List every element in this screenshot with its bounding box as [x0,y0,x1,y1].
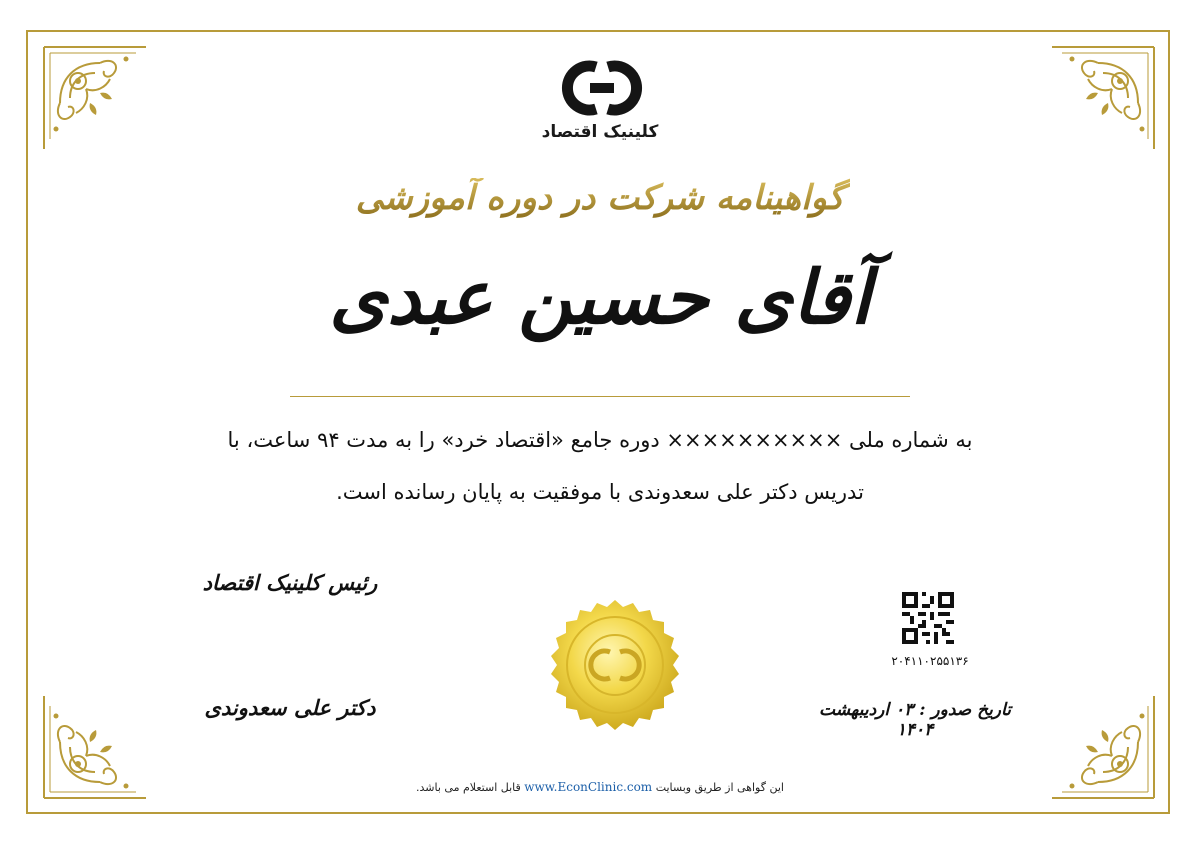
certificate-body-line-2: تدریس دکتر علی سعدوندی با موفقیت به پایان رسانده است. [336,480,864,504]
certificate-serial-number: ۲۰۴۱۱۰۲۵۵۱۳۶ [891,654,969,668]
recipient-name: آقای حسین عبدی [329,255,871,341]
website-link[interactable]: www.EconClinic.com [524,780,653,794]
issue-date: تاریخ صدور : ۰۳ اردیبهشت ۱۴۰۴ [819,700,1011,740]
gold-seal-icon [540,590,690,740]
certificate-body-line-1: به شماره ملی ×××××××××× دوره جامع «اقتصاد خرد» را به مدت ۹۴ ساعت، با [227,428,973,452]
ornament-corner-top-left [40,43,150,153]
brand-logo-icon [556,55,646,120]
ornament-corner-bottom-left [40,692,150,802]
verification-footer [300,780,900,794]
brand-name: کلینیک اقتصاد [541,122,659,142]
signatory-title: رئیس کلینیک اقتصاد [202,570,378,595]
ornament-corner-top-right [1048,43,1158,153]
footer-suffix: قابل استعلام می باشد. [416,781,521,794]
certificate-title: گواهینامه شرکت در دوره آموزشی [350,178,850,218]
signatory-name: دکتر علی سعدوندی [204,695,376,720]
ornament-corner-bottom-right [1048,692,1158,802]
recipient-underline [290,396,910,397]
qr-code-icon [902,592,954,644]
footer-prefix: این گواهی از طریق وبسایت [655,781,784,794]
